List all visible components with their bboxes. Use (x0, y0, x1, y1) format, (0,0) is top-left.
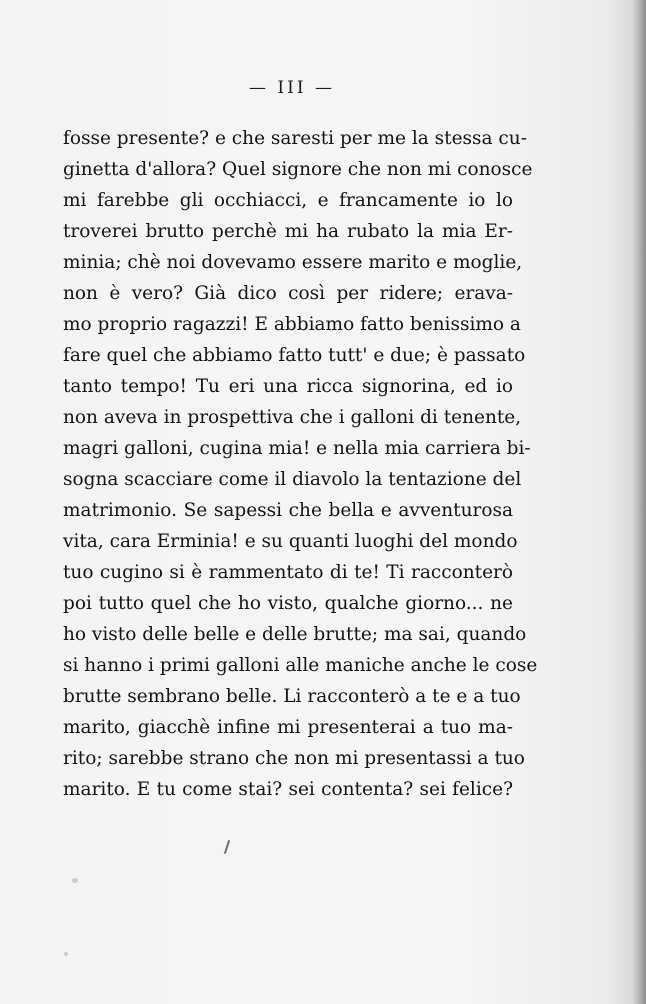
paper-speck (72, 878, 78, 883)
text-line: tanto tempo! Tu eri una ricca signorina, ed io (63, 376, 513, 397)
text-line: troverei brutto perchè mi ha rubato la mia Er- (63, 221, 513, 242)
text-line: fare quel che abbiamo fatto tutt' e due; è passato (63, 345, 526, 366)
text-line: vita, cara Erminia! e su quanti luoghi del mondo (63, 531, 518, 552)
pencil-mark (224, 840, 230, 854)
text-line: mi farebbe gli occhiacci, e francamente io lo (63, 190, 513, 211)
text-line: sogna scacciare come il diavolo la tentazione del (63, 469, 522, 490)
text-line: brutte sembrano belle. Li racconterò a te e a tuo (63, 686, 521, 707)
page-number-header: — III — (249, 78, 335, 98)
text-line: fosse presente? e che saresti per me la stessa cu- (63, 128, 527, 149)
text-line: si hanno i primi galloni alle maniche anche le cose (63, 655, 538, 676)
body-text (63, 123, 538, 805)
paper-speck (64, 952, 68, 956)
text-line: matrimonio. Se sapessi che bella e avventurosa (63, 500, 513, 521)
text-line: marito. E tu come stai? sei contenta? sei felice? (63, 779, 513, 800)
text-line: mo proprio ragazzi! E abbiamo fatto benissimo a (63, 314, 521, 335)
text-line: magri galloni, cugina mia! e nella mia carriera bi- (63, 438, 531, 459)
text-line: tuo cugino si è rammentato di te! Ti racconterò (63, 562, 513, 583)
text-line: ho visto delle belle e delle brutte; ma sai, quando (63, 624, 527, 645)
text-line: non è vero? Già dico così per ridere; erava- (63, 283, 513, 304)
text-line: non aveva in prospettiva che i galloni di tenente, (63, 407, 522, 428)
text-line: marito, giacchè infine mi presenterai a tuo ma- (63, 717, 513, 738)
page-edge-shadow (632, 0, 646, 1004)
text-line: minia; chè noi dovevamo essere marito e moglie, (63, 252, 523, 273)
text-line: rito; sarebbe strano che non mi presentassi a tuo (63, 748, 525, 769)
text-line: poi tutto quel che ho visto, qualche giorno... ne (63, 593, 513, 614)
text-line: ginetta d'allora? Quel signore che non mi conosce (63, 159, 533, 180)
